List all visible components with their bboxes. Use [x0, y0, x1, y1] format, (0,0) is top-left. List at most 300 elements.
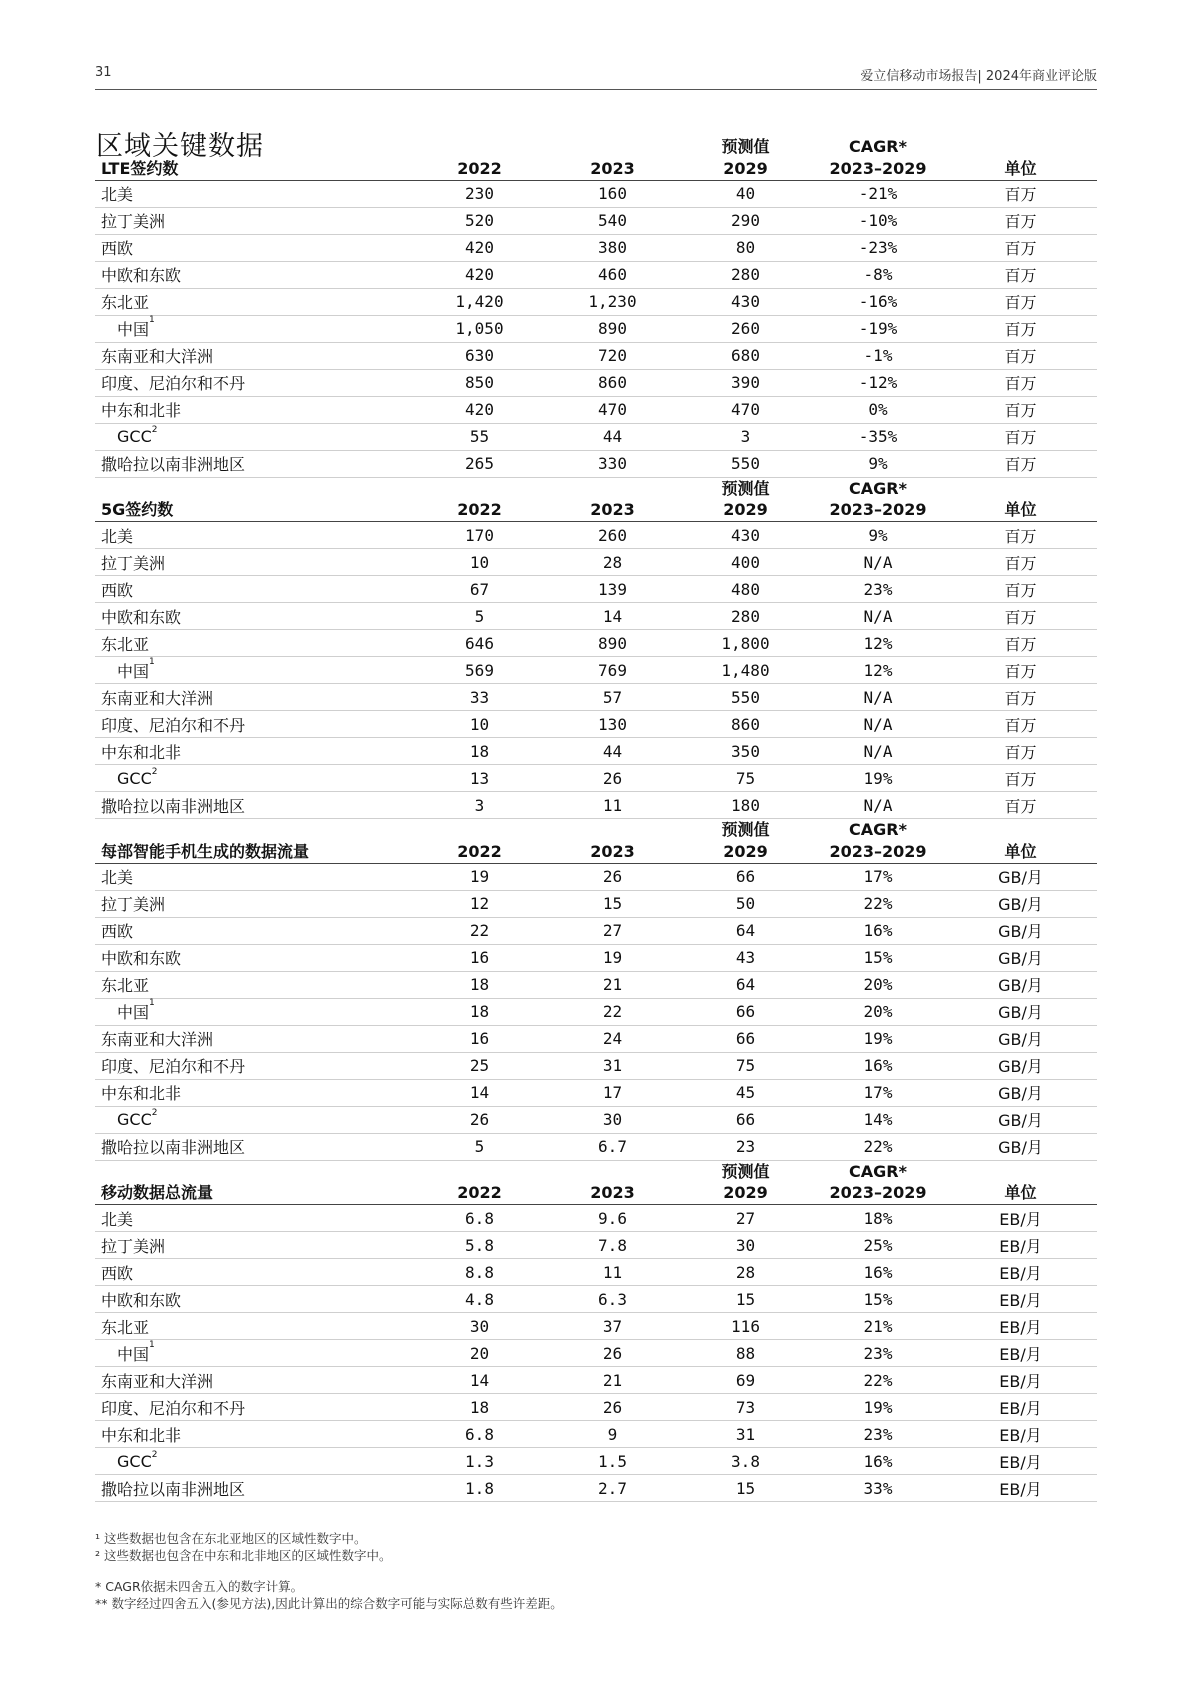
row-label [95, 998, 413, 1025]
region-name: 中国 [117, 1003, 150, 1022]
value-unit: 百万 [944, 396, 1097, 423]
footnote-2: ² 这些数据也包含在中东和北非地区的区域性数字中。 [95, 1548, 392, 1563]
col-header-2022: 2022 [413, 499, 546, 522]
header-divider [95, 89, 1097, 90]
value-unit: 百万 [944, 549, 1097, 576]
footnote-marker: 2 [151, 1108, 158, 1118]
footnote-marker: 1 [149, 656, 155, 667]
value-unit: GB/月 [944, 1025, 1097, 1052]
value-unit: GB/月 [944, 971, 1097, 998]
value-2029: 350 [679, 738, 812, 765]
value-2023: 139 [546, 576, 679, 603]
value-unit: 百万 [944, 576, 1097, 603]
value-2023: 330 [546, 450, 679, 477]
page-title: 区域关键数据 [96, 131, 264, 162]
value-2022: 26 [413, 1106, 546, 1133]
value-2023: 21 [546, 971, 679, 998]
value-2023: 9 [546, 1421, 679, 1448]
value-unit: EB/月 [944, 1259, 1097, 1286]
value-2023: 26 [546, 1394, 679, 1421]
col-header-2029: 2029 [679, 499, 812, 522]
col-header-2023: 2023 [546, 840, 679, 863]
region-name: 中国 [117, 320, 150, 339]
region-name: 中欧和东欧 [101, 607, 182, 627]
value-2022: 1,420 [413, 288, 546, 315]
value-2023: 44 [546, 423, 679, 450]
value-2023: 160 [546, 180, 679, 207]
table-row [95, 998, 1097, 1025]
row-label [95, 1052, 413, 1079]
value-cagr: 23% [812, 576, 944, 603]
table-row [95, 890, 1097, 917]
value-2029: 860 [679, 711, 812, 738]
value-2029: 180 [679, 792, 812, 819]
value-unit: 百万 [944, 792, 1097, 819]
row-label [95, 630, 413, 657]
value-2023: 15 [546, 890, 679, 917]
value-unit: GB/月 [944, 944, 1097, 971]
value-2023: 460 [546, 261, 679, 288]
value-cagr: N/A [812, 684, 944, 711]
value-2022: 1.3 [413, 1448, 546, 1475]
value-unit: GB/月 [944, 1106, 1097, 1133]
value-2029: 550 [679, 684, 812, 711]
value-2029: 3.8 [679, 1448, 812, 1475]
col-header-2022: 2022 [413, 1182, 546, 1205]
cagr-header-top: CAGR* [849, 820, 907, 839]
row-label [95, 765, 413, 792]
value-2029: 75 [679, 765, 812, 792]
row-label [95, 315, 413, 342]
col-header-cagr: 2023–2029 [812, 157, 944, 180]
value-2029: 80 [679, 234, 812, 261]
value-unit: 百万 [944, 522, 1097, 549]
table-row [95, 711, 1097, 738]
row-label [95, 1259, 413, 1286]
value-2023: 860 [546, 369, 679, 396]
value-unit: 百万 [944, 765, 1097, 792]
footnote-marker: 1 [149, 1339, 155, 1350]
value-2023: 1,230 [546, 288, 679, 315]
row-label [95, 207, 413, 234]
value-2029: 43 [679, 944, 812, 971]
value-unit: 百万 [944, 630, 1097, 657]
value-unit: EB/月 [944, 1232, 1097, 1259]
value-2029: 1,800 [679, 630, 812, 657]
value-cagr: 16% [812, 1448, 944, 1475]
value-unit: 百万 [944, 423, 1097, 450]
value-2029: 45 [679, 1079, 812, 1106]
value-2029: 430 [679, 522, 812, 549]
table-row [95, 684, 1097, 711]
region-name: 印度、尼泊尔和不丹 [101, 1398, 246, 1418]
value-2023: 26 [546, 1340, 679, 1367]
col-header-2022: 2022 [413, 157, 546, 180]
value-cagr: 9% [812, 450, 944, 477]
value-2022: 630 [413, 342, 546, 369]
value-cagr: -19% [812, 315, 944, 342]
value-unit: 百万 [944, 711, 1097, 738]
region-name: 东北亚 [101, 293, 150, 312]
table-title: LTE签约数 [95, 157, 413, 180]
forecast-header-top: 预测值 [721, 137, 770, 156]
value-cagr: 17% [812, 863, 944, 890]
value-2022: 13 [413, 765, 546, 792]
region-name: 印度、尼泊尔和不丹 [101, 1057, 246, 1076]
row-label [95, 1340, 413, 1367]
value-unit: 百万 [944, 369, 1097, 396]
region-name: GCC [117, 768, 152, 788]
value-unit: 百万 [944, 261, 1097, 288]
tables-container [95, 136, 1097, 1502]
value-2023: 17 [546, 1079, 679, 1106]
footnote-1: ¹ 这些数据也包含在东北亚地区的区域性数字中。 [95, 1531, 367, 1546]
value-2023: 1.5 [546, 1448, 679, 1475]
value-cagr: 15% [812, 944, 944, 971]
value-2022: 22 [413, 917, 546, 944]
value-cagr: 16% [812, 1052, 944, 1079]
value-cagr: N/A [812, 711, 944, 738]
value-cagr: 19% [812, 1394, 944, 1421]
value-2023: 540 [546, 207, 679, 234]
region-name: 中东和北非 [101, 401, 182, 420]
table-row [95, 1394, 1097, 1421]
table-row [95, 261, 1097, 288]
value-2029: 3 [679, 423, 812, 450]
table-row [95, 765, 1097, 792]
data-table [95, 1161, 1097, 1503]
value-2029: 66 [679, 998, 812, 1025]
value-2029: 290 [679, 207, 812, 234]
value-2029: 15 [679, 1286, 812, 1313]
row-label [95, 1205, 413, 1232]
value-cagr: N/A [812, 549, 944, 576]
value-2022: 18 [413, 998, 546, 1025]
col-header-unit: 单位 [944, 157, 1097, 180]
col-header-2022: 2022 [413, 840, 546, 863]
value-unit: 百万 [944, 450, 1097, 477]
value-unit: EB/月 [944, 1286, 1097, 1313]
value-2029: 400 [679, 549, 812, 576]
row-label [95, 1106, 413, 1133]
value-2029: 66 [679, 863, 812, 890]
row-label [95, 1475, 413, 1502]
table-row [95, 450, 1097, 477]
value-2022: 30 [413, 1313, 546, 1340]
table-row [95, 549, 1097, 576]
value-unit: EB/月 [944, 1475, 1097, 1502]
value-2022: 6.8 [413, 1205, 546, 1232]
value-cagr: 15% [812, 1286, 944, 1313]
table-row [95, 342, 1097, 369]
value-cagr: 16% [812, 917, 944, 944]
region-name: 西欧 [101, 239, 134, 258]
region-name: 拉丁美洲 [101, 1236, 166, 1256]
table-row [95, 423, 1097, 450]
value-2023: 6.7 [546, 1133, 679, 1160]
table-row [95, 917, 1097, 944]
value-2022: 12 [413, 890, 546, 917]
col-header-2029: 2029 [679, 1182, 812, 1205]
value-2022: 16 [413, 944, 546, 971]
footnote-marker: 2 [151, 1449, 158, 1460]
value-2023: 890 [546, 315, 679, 342]
value-unit: 百万 [944, 684, 1097, 711]
value-2029: 64 [679, 971, 812, 998]
col-header-unit: 单位 [944, 1182, 1097, 1205]
row-label [95, 1286, 413, 1313]
value-unit: EB/月 [944, 1340, 1097, 1367]
value-cagr: N/A [812, 792, 944, 819]
value-2022: 18 [413, 971, 546, 998]
value-unit: GB/月 [944, 1133, 1097, 1160]
table-row [95, 288, 1097, 315]
row-label [95, 342, 413, 369]
row-label [95, 1232, 413, 1259]
value-2023: 37 [546, 1313, 679, 1340]
col-header-2023: 2023 [546, 499, 679, 522]
forecast-header-top: 预测值 [721, 478, 770, 498]
value-cagr: -21% [812, 180, 944, 207]
region-name: GCC [117, 1451, 152, 1471]
table-row [95, 1367, 1097, 1394]
value-2022: 18 [413, 738, 546, 765]
value-2022: 850 [413, 369, 546, 396]
region-name: 东南亚和大洋洲 [101, 347, 214, 366]
value-2023: 21 [546, 1367, 679, 1394]
row-label [95, 971, 413, 998]
value-2029: 40 [679, 180, 812, 207]
cagr-header-top: CAGR* [849, 137, 907, 156]
cagr-header-top: CAGR* [849, 478, 907, 498]
value-2022: 3 [413, 792, 546, 819]
value-2023: 24 [546, 1025, 679, 1052]
table-row [95, 1079, 1097, 1106]
value-2022: 18 [413, 1394, 546, 1421]
region-name: 东南亚和大洋洲 [101, 1030, 214, 1049]
region-name: 撒哈拉以南非洲地区 [101, 1479, 246, 1499]
region-name: 中东和北非 [101, 1425, 182, 1445]
value-cagr: 20% [812, 971, 944, 998]
value-2029: 470 [679, 396, 812, 423]
col-header-2023: 2023 [546, 157, 679, 180]
value-unit: 百万 [944, 288, 1097, 315]
table-row [95, 576, 1097, 603]
row-label [95, 180, 413, 207]
region-name: 西欧 [101, 580, 134, 600]
value-2023: 26 [546, 765, 679, 792]
table-row [95, 603, 1097, 630]
value-2029: 66 [679, 1025, 812, 1052]
value-2022: 19 [413, 863, 546, 890]
value-2022: 230 [413, 180, 546, 207]
value-cagr: -35% [812, 423, 944, 450]
row-label [95, 1133, 413, 1160]
value-2022: 1,050 [413, 315, 546, 342]
value-2023: 30 [546, 1106, 679, 1133]
region-name: 中东和北非 [101, 742, 182, 762]
value-2022: 569 [413, 657, 546, 684]
value-cagr: 9% [812, 522, 944, 549]
region-name: 拉丁美洲 [101, 553, 166, 573]
value-unit: EB/月 [944, 1394, 1097, 1421]
region-name: 印度、尼泊尔和不丹 [101, 715, 246, 735]
row-label [95, 576, 413, 603]
value-2029: 116 [679, 1313, 812, 1340]
page-number: 31 [95, 65, 112, 80]
table-row [95, 1259, 1097, 1286]
region-name: 北美 [101, 1209, 134, 1229]
row-label [95, 522, 413, 549]
value-2029: 31 [679, 1421, 812, 1448]
value-cagr: -12% [812, 369, 944, 396]
table-row [95, 369, 1097, 396]
table-row [95, 1232, 1097, 1259]
value-cagr: 18% [812, 1205, 944, 1232]
data-table [95, 478, 1097, 820]
value-unit: 百万 [944, 207, 1097, 234]
value-2022: 67 [413, 576, 546, 603]
row-label [95, 657, 413, 684]
value-unit: 百万 [944, 738, 1097, 765]
value-2023: 19 [546, 944, 679, 971]
value-2022: 14 [413, 1367, 546, 1394]
value-unit: 百万 [944, 315, 1097, 342]
value-cagr: 12% [812, 657, 944, 684]
table-row [95, 1052, 1097, 1079]
region-name: 中国 [117, 661, 150, 681]
value-cagr: 23% [812, 1340, 944, 1367]
value-unit: 百万 [944, 180, 1097, 207]
table-row [95, 971, 1097, 998]
row-label [95, 288, 413, 315]
value-2029: 28 [679, 1259, 812, 1286]
value-2029: 280 [679, 603, 812, 630]
region-name: 印度、尼泊尔和不丹 [101, 374, 246, 393]
value-cagr: 20% [812, 998, 944, 1025]
region-name: 西欧 [101, 922, 134, 941]
value-2022: 14 [413, 1079, 546, 1106]
value-2022: 646 [413, 630, 546, 657]
table-row [95, 1106, 1097, 1133]
row-label [95, 1079, 413, 1106]
value-2023: 26 [546, 863, 679, 890]
region-name: 拉丁美洲 [101, 212, 166, 231]
col-header-unit: 单位 [944, 499, 1097, 522]
table-row [95, 1448, 1097, 1475]
value-2029: 27 [679, 1205, 812, 1232]
value-2022: 8.8 [413, 1259, 546, 1286]
footnote-marker: 1 [149, 998, 155, 1008]
col-header-unit: 单位 [944, 840, 1097, 863]
value-unit: GB/月 [944, 890, 1097, 917]
region-name: 北美 [101, 868, 134, 887]
table-row [95, 657, 1097, 684]
table-row [95, 1313, 1097, 1340]
value-unit: EB/月 [944, 1367, 1097, 1394]
value-2029: 69 [679, 1367, 812, 1394]
footnotes [95, 1530, 563, 1612]
value-2022: 5 [413, 1133, 546, 1160]
value-2023: 31 [546, 1052, 679, 1079]
value-unit: GB/月 [944, 998, 1097, 1025]
value-unit: GB/月 [944, 863, 1097, 890]
value-2023: 130 [546, 711, 679, 738]
table-row [95, 315, 1097, 342]
value-2029: 260 [679, 315, 812, 342]
table-title: 5G签约数 [95, 499, 413, 522]
table-row [95, 396, 1097, 423]
table-row [95, 234, 1097, 261]
value-2029: 75 [679, 1052, 812, 1079]
value-2022: 265 [413, 450, 546, 477]
region-name: 中东和北非 [101, 1084, 182, 1103]
value-2023: 57 [546, 684, 679, 711]
cagr-header-top: CAGR* [849, 1161, 907, 1181]
footnote-marker: 2 [151, 766, 158, 777]
region-name: 拉丁美洲 [101, 895, 166, 914]
region-name: GCC [117, 427, 152, 446]
value-cagr: 14% [812, 1106, 944, 1133]
value-cagr: 16% [812, 1259, 944, 1286]
data-table [95, 136, 1097, 478]
row-label [95, 603, 413, 630]
value-2022: 170 [413, 522, 546, 549]
table-row [95, 207, 1097, 234]
region-name: 西欧 [101, 1263, 134, 1283]
value-2022: 4.8 [413, 1286, 546, 1313]
row-label [95, 1421, 413, 1448]
value-2029: 23 [679, 1133, 812, 1160]
table-title: 移动数据总流量 [95, 1182, 413, 1205]
value-2022: 520 [413, 207, 546, 234]
value-cagr: 22% [812, 1367, 944, 1394]
region-name: GCC [117, 1110, 152, 1129]
table-row [95, 1025, 1097, 1052]
value-cagr: 19% [812, 1025, 944, 1052]
forecast-header-top: 预测值 [721, 1161, 770, 1181]
row-label [95, 738, 413, 765]
value-2022: 10 [413, 549, 546, 576]
region-name: 东南亚和大洋洲 [101, 1371, 214, 1391]
value-2022: 10 [413, 711, 546, 738]
value-2023: 380 [546, 234, 679, 261]
value-2022: 33 [413, 684, 546, 711]
col-header-cagr: 2023–2029 [812, 840, 944, 863]
value-unit: 百万 [944, 657, 1097, 684]
value-2023: 260 [546, 522, 679, 549]
value-2022: 420 [413, 261, 546, 288]
col-header-2029: 2029 [679, 157, 812, 180]
table-row [95, 180, 1097, 207]
value-unit: EB/月 [944, 1313, 1097, 1340]
table-row [95, 1340, 1097, 1367]
value-2023: 14 [546, 603, 679, 630]
value-cagr: N/A [812, 603, 944, 630]
value-cagr: 19% [812, 765, 944, 792]
table-row [95, 1286, 1097, 1313]
value-unit: 百万 [944, 234, 1097, 261]
row-label [95, 890, 413, 917]
region-name: 中欧和东欧 [101, 266, 182, 285]
value-2022: 25 [413, 1052, 546, 1079]
table-row [95, 630, 1097, 657]
value-2022: 20 [413, 1340, 546, 1367]
value-2023: 9.6 [546, 1205, 679, 1232]
row-label [95, 944, 413, 971]
value-2023: 2.7 [546, 1475, 679, 1502]
value-2022: 16 [413, 1025, 546, 1052]
